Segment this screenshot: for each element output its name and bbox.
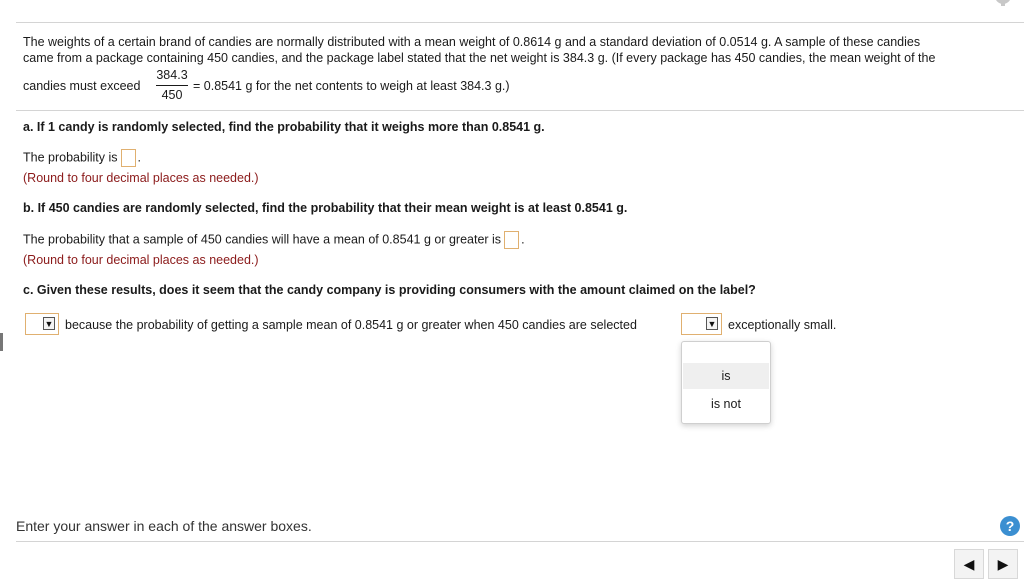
part-a-answer-suffix: . — [137, 150, 141, 165]
fraction-bar — [156, 85, 188, 86]
part-a-question: a. If 1 candy is randomly selected, find the probability that it weighs more than 0.8541 g. — [23, 120, 545, 134]
problem-text-line2: came from a package containing 450 candies, and the package label stated that the net weight is 384.3 g. (If every package has 450 candies, the mean weight of the — [23, 51, 936, 65]
part-c-dropdown-1[interactable] — [25, 313, 59, 335]
prev-arrow-icon[interactable]: ◀ — [954, 549, 984, 579]
fraction-numerator: 384.3 — [156, 68, 188, 82]
part-b-rounding-hint: (Round to four decimal places as needed.) — [23, 253, 259, 267]
part-b-question: b. If 450 candies are randomly selected, find the probability that their mean weight is at least 0.8541 g. — [23, 201, 628, 215]
problem-text-line3-post: = 0.8541 g for the net contents to weigh at least 384.3 g.) — [193, 79, 510, 93]
part-a-answer-row — [23, 149, 141, 167]
help-icon[interactable]: ? — [1000, 516, 1020, 536]
part-c-dropdown-2[interactable] — [681, 313, 722, 335]
next-arrow-icon[interactable]: ▶ — [988, 549, 1018, 579]
problem-text-line3-pre: candies must exceed — [23, 79, 141, 93]
problem-text-line1: The weights of a certain brand of candies are normally distributed with a mean weight of 0.8614 g and a standard deviation of 0.0514 g. A sample of these candies — [23, 35, 921, 49]
chevron-down-icon[interactable]: ▼ — [707, 319, 717, 329]
top-divider — [16, 22, 1024, 23]
footer-instruction: Enter your answer in each of the answer boxes. — [16, 518, 312, 534]
section-divider — [16, 110, 1024, 111]
fraction-denominator: 450 — [161, 88, 183, 102]
part-b-answer-prompt: The probability that a sample of 450 candies will have a mean of 0.8541 g or greater is — [23, 232, 502, 247]
dropdown-options-popup — [681, 341, 771, 424]
chevron-down-icon[interactable]: ▼ — [44, 319, 54, 329]
part-a-rounding-hint: (Round to four decimal places as needed.) — [23, 171, 259, 185]
gear-icon[interactable] — [990, 0, 1016, 14]
footer-divider — [16, 541, 1024, 542]
part-a-answer-box[interactable] — [121, 149, 136, 167]
part-c-end-text: exceptionally small. — [728, 318, 837, 332]
dropdown-option-is[interactable]: is — [683, 363, 769, 389]
part-c-question: c. Given these results, does it seem that the candy company is providing consumers with the amount claimed on the label? — [23, 283, 756, 297]
part-b-answer-suffix: . — [521, 232, 525, 247]
part-b-answer-row — [23, 231, 525, 249]
part-c-middle-text: because the probability of getting a sample mean of 0.8541 g or greater when 450 candies are selected — [65, 318, 637, 332]
scroll-indicator — [0, 333, 3, 351]
dropdown-option-is-not[interactable]: is not — [711, 397, 741, 411]
part-a-answer-prompt: The probability is — [23, 150, 118, 165]
part-b-answer-box[interactable] — [504, 231, 519, 249]
